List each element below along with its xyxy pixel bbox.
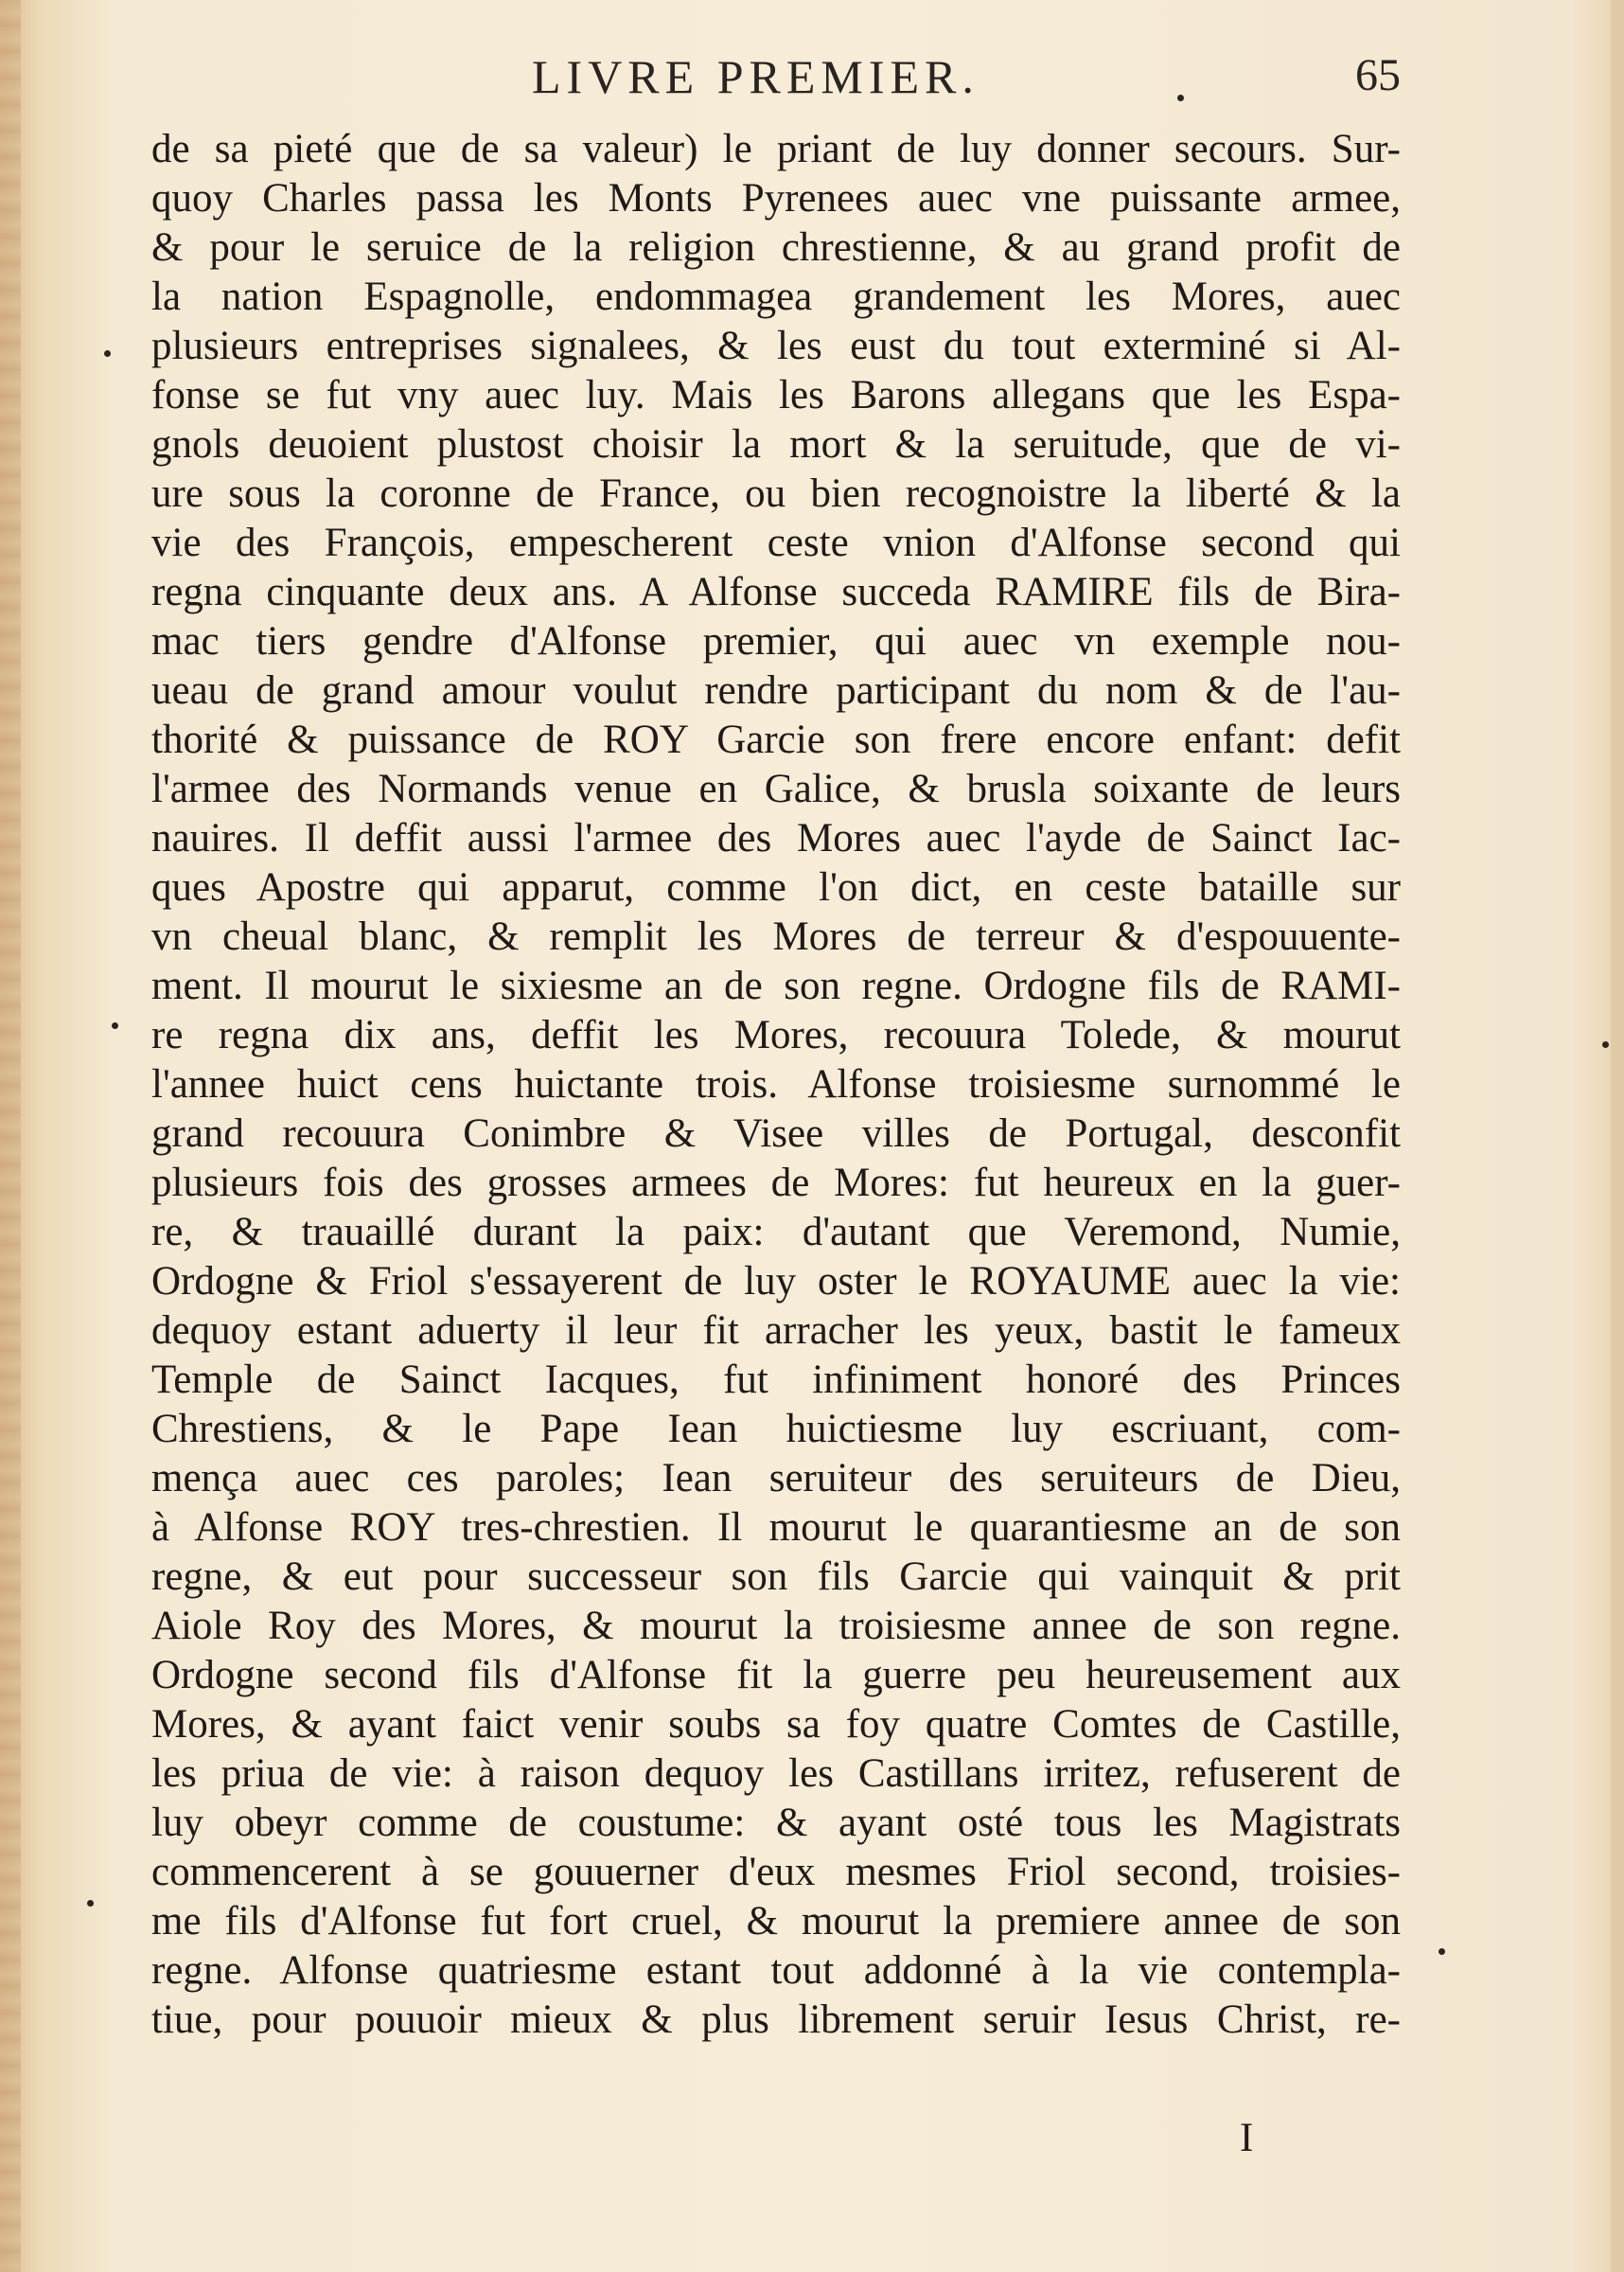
- text-line: commencerent à se gouuerner d'eux mesmes Friol second, troisies-: [151, 1850, 1401, 1894]
- text-line: mac tiers gendre d'Alfonse premier, qui auec vn exemple nou-: [151, 619, 1401, 664]
- text-line: quoy Charles passa les Monts Pyrenees auec vne puissante armee,: [151, 176, 1401, 221]
- text-line: fonse se fut vny auec luy. Mais les Barons allegans que les Espa-: [151, 373, 1401, 417]
- text-line: me fils d'Alfonse fut fort cruel, & mourut la premiere annee de son: [151, 1899, 1401, 1944]
- text-line: mença auec ces paroles; Iean seruiteur des seruiteurs de Dieu,: [151, 1456, 1401, 1500]
- text-line: la nation Espagnolle, endommagea grandement les Mores, auec: [151, 275, 1401, 319]
- text-line: plusieurs fois des grosses armees de Mores: fut heureux en la guer-: [151, 1161, 1401, 1205]
- text-line: gnols deuoient plustost choisir la mort & la seruitude, que de vi-: [151, 422, 1401, 467]
- text-line: thorité & puissance de ROY Garcie son frere encore enfant: defit: [151, 718, 1401, 762]
- text-line: re, & trauaillé durant la paix: d'autant que Veremond, Numie,: [151, 1210, 1401, 1254]
- text-line: ment. Il mourut le sixiesme an de son regne. Ordogne fils de RAMI-: [151, 964, 1401, 1008]
- text-line: regna cinquante deux ans. A Alfonse succeda RAMIRE fils de Bira-: [151, 570, 1401, 614]
- text-line: plusieurs entreprises signalees, & les eust du tout exterminé si Al-: [151, 324, 1401, 368]
- text-line: Ordogne second fils d'Alfonse fit la guerre peu heureusement aux: [151, 1653, 1401, 1697]
- text-line: regne, & eut pour successeur son fils Garcie qui vainquit & prit: [151, 1554, 1401, 1599]
- text-line: de sa pieté que de sa valeur) le priant de luy donner secours. Sur-: [151, 127, 1401, 171]
- text-line: grand recouura Conimbre & Visee villes de Portugal, desconfit: [151, 1111, 1401, 1156]
- text-line: vie des François, empescherent ceste vnion d'Alfonse second qui: [151, 521, 1401, 565]
- text-line: Ordogne & Friol s'essayerent de luy oster le ROYAUME auec la vie:: [151, 1259, 1401, 1304]
- text-line: luy obeyr comme de coustume: & ayant osté tous les Magistrats: [151, 1801, 1401, 1845]
- text-line: ure sous la coronne de France, ou bien recognoistre la liberté & la: [151, 471, 1401, 516]
- text-line: Temple de Sainct Iacques, fut infiniment honoré des Princes: [151, 1358, 1401, 1402]
- text-line: regne. Alfonse quatriesme estant tout addonné à la vie contempla-: [151, 1948, 1401, 1993]
- ink-speck: [87, 1900, 94, 1907]
- text-line: les priua de vie: à raison dequoy les Castillans irritez, refuserent de: [151, 1751, 1401, 1796]
- running-title: LIVRE PREMIER.: [532, 50, 980, 103]
- text-line: tiue, pour pouuoir mieux & plus librement seruir Iesus Christ, re-: [151, 1997, 1401, 2042]
- text-line: dequoy estant aduerty il leur fit arracher les yeux, bastit le fameux: [151, 1308, 1401, 1353]
- text-line: nauires. Il deffit aussi l'armee des Mores auec l'ayde de Sainct Iac-: [151, 816, 1401, 861]
- text-line: & pour le seruice de la religion chrestienne, & au grand profit de: [151, 225, 1401, 270]
- text-line: ueau de grand amour voulut rendre participant du nom & de l'au-: [151, 668, 1401, 713]
- ink-speck: [1177, 95, 1184, 101]
- ink-speck: [112, 1022, 118, 1029]
- text-line: l'armee des Normands venue en Galice, & brusla soixante de leurs: [151, 767, 1401, 811]
- page-header: [142, 49, 1410, 115]
- text-line: à Alfonse ROY tres-chrestien. Il mourut le quarantiesme an de son: [151, 1505, 1401, 1550]
- body-text: [151, 125, 1401, 2045]
- text-line: re regna dix ans, deffit les Mores, recouura Tolede, & mourut: [151, 1013, 1401, 1057]
- text-line: l'annee huict cens huictante trois. Alfonse troisiesme surnommé le: [151, 1062, 1401, 1107]
- text-line: ques Apostre qui apparut, comme l'on dict, en ceste bataille sur: [151, 865, 1401, 910]
- page-number: 65: [1355, 50, 1401, 100]
- text-line: Aiole Roy des Mores, & mourut la troisiesme annee de son regne.: [151, 1604, 1401, 1648]
- ink-speck: [1602, 1041, 1609, 1048]
- ink-speck: [1439, 1948, 1445, 1955]
- text-line: Mores, & ayant faict venir soubs sa foy quatre Comtes de Castille,: [151, 1702, 1401, 1747]
- catchword: I: [1240, 2116, 1254, 2160]
- text-line: vn cheual blanc, & remplit les Mores de terreur & d'espouuente-: [151, 914, 1401, 959]
- text-line: Chrestiens, & le Pape Iean huictiesme luy escriuant, com-: [151, 1407, 1401, 1451]
- ink-speck: [104, 350, 111, 357]
